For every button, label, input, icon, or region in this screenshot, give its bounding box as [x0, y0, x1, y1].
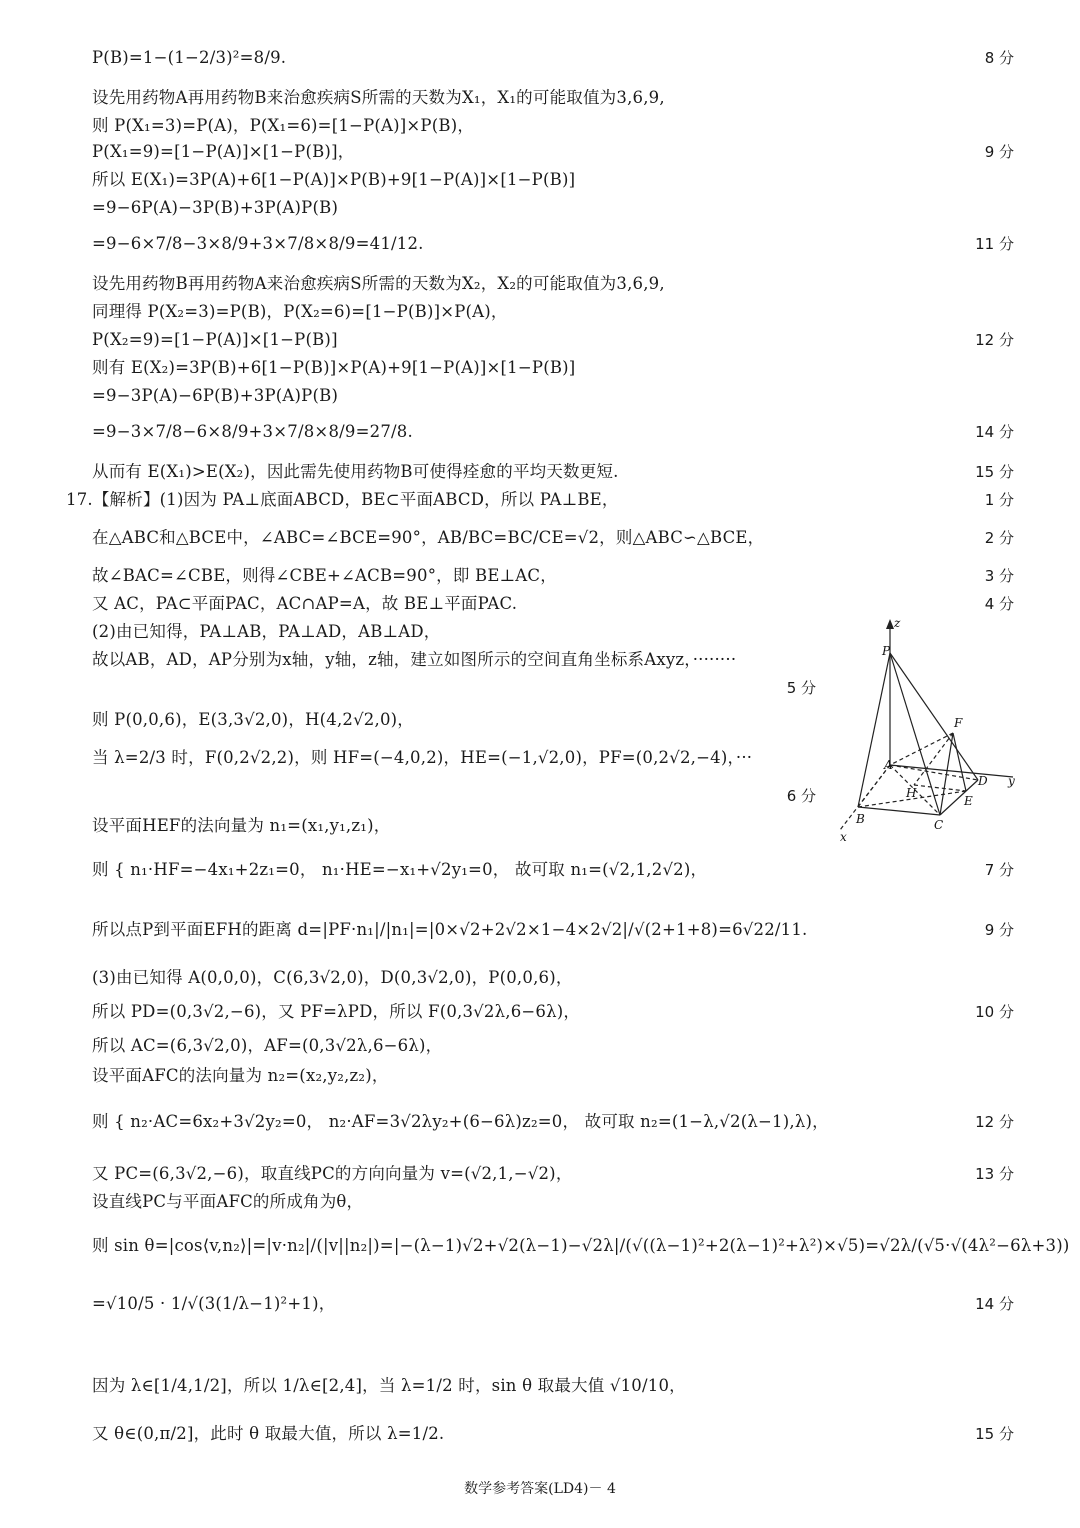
score-mark [975, 422, 1014, 442]
edge-he [914, 785, 966, 791]
solution-line: P(X₂=9)=[1−P(A)]×[1−P(B)] [92, 330, 338, 349]
solution-line: 在△ABC和△BCE中，∠ABC=∠BCE=90°，AB/BC=BC/CE=√2，则△ABC∽△BCE， [92, 528, 765, 547]
solution-line: 所以 E(X₁)=3P(A)+6[1−P(A)]×P(B)+9[1−P(A)]×[1−P(B)] [92, 170, 576, 189]
solution-line: 又 PC=(6,3√2,−6)，取直线PC的方向向量为 v=(√2,1,−√2)， [92, 1164, 573, 1183]
score-mark [985, 528, 1014, 548]
solution-line: 则 sin θ=|cos⟨v,n₂⟩|=|v·n₂|/(|v||n₂|)=|−(λ−1)√2+√2(λ−1)−√2λ|/(√((λ−1)²+2(λ−1)²+λ²)×√5)=√2λ/(√5·√(4λ²−6λ+3)) [92, 1236, 1070, 1255]
score-value: 2 分 [984, 529, 1014, 547]
edge-fe [953, 733, 966, 791]
score-value: 14 分 [975, 1295, 1014, 1313]
solution-line: =9−6P(A)−3P(B)+3P(A)P(B) [92, 198, 339, 217]
solution-line: 所以 PD=(0,3√2,−6)，又 PF=λPD，所以 F(0,3√2λ,6−6λ)， [92, 1002, 581, 1021]
solution-line: 因为 λ∈[1/4,1/2]，所以 1/λ∈[2,4]，当 λ=1/2 时，sin θ 取最大值 √10/10， [92, 1376, 686, 1395]
score-mark [985, 48, 1014, 68]
edge-pd [890, 653, 978, 780]
score-value: 10 分 [975, 1003, 1014, 1021]
label-y: y [1008, 774, 1015, 788]
solution-line: 故∠BAC=∠CBE，则得∠CBE+∠ACB=90°，即 BE⊥AC， [92, 566, 557, 585]
score-mark [975, 1112, 1014, 1132]
score-mark [985, 860, 1014, 880]
solution-line: =9−3P(A)−6P(B)+3P(A)P(B) [92, 386, 339, 405]
score-mark [975, 462, 1014, 482]
score-mark [975, 1424, 1014, 1444]
solution-line: =9−6×7/8−3×8/9+3×7/8×8/9=41/12. [92, 234, 424, 253]
solution-line: =9−3×7/8−6×8/9+3×7/8×8/9=27/8. [92, 422, 413, 441]
solution-line: 设平面AFC的法向量为 n₂=(x₂,y₂,z₂)， [92, 1066, 389, 1085]
solution-line: =√10/5 · 1/√(3(1/λ−1)²+1)， [92, 1294, 336, 1313]
score-mark [985, 920, 1014, 940]
score-value: 7 分 [984, 861, 1014, 879]
solution-line: 则 P(X₁=3)=P(A)，P(X₁=6)=[1−P(A)]×P(B)， [92, 116, 475, 135]
solution-line: 则 { n₁·HF=−4x₁+2z₁=0， n₁·HE=−x₁+√2y₁=0， 故可取 n₁=(√2,1,2√2)， [92, 860, 708, 879]
edge-bc [858, 807, 940, 815]
pyramid-figure [828, 615, 1028, 845]
solution-line: 设先用药物B再用药物A来治愈疾病S所需的天数为X₂，X₂的可能取值为3,6,9, [92, 274, 665, 293]
page-footer: 数学参考答案(LD4)－ 4 [464, 1481, 616, 1497]
score-value: 8 分 [984, 49, 1014, 67]
score-value: 12 分 [975, 331, 1014, 349]
solution-line: 设直线PC与平面AFC的所成角为θ， [92, 1192, 364, 1211]
solution-line: 设先用药物A再用药物B来治愈疾病S所需的天数为X₁，X₁的可能取值为3,6,9, [92, 88, 665, 107]
solution-line: (3)由已知得 A(0,0,0)，C(6,3√2,0)，D(0,3√2,0)，P(0,0,6)， [92, 968, 573, 987]
solution-line: 又 θ∈(0,π/2]，此时 θ 取最大值，所以 λ=1/2. [92, 1424, 445, 1443]
score-value: 1 分 [984, 491, 1014, 509]
solution-line: 当 λ=2/3 时，F(0,2√2,2)，则 HF=(−4,0,2)，HE=(−1,√2,0)，PF=(0,2√2,−4)，··· [92, 748, 753, 767]
score-value: 5 分 [786, 679, 816, 697]
label-h: H [906, 786, 917, 800]
score-value: 15 分 [975, 1425, 1014, 1443]
solution-line: 则 P(0,0,6)，E(3,3√2,0)，H(4,2√2,0)， [92, 710, 414, 729]
solution-line: P(B)=1−(1−2/3)²=8/9. [92, 48, 287, 67]
solution-line: (2)由已知得，PA⊥AB，PA⊥AD，AB⊥AD， [92, 622, 441, 641]
score-value: 14 分 [975, 423, 1014, 441]
score-value: 6 分 [786, 787, 816, 805]
score-mark [975, 330, 1014, 350]
score-mark [787, 786, 816, 806]
score-value: 13 分 [975, 1165, 1014, 1183]
solution-line: 则 { n₂·AC=6x₂+3√2y₂=0， n₂·AF=3√2λy₂+(6−6λ)z₂=0， 故可取 n₂=(1−λ,√2(λ−1),λ)， [92, 1112, 829, 1131]
y-axis-line [890, 765, 1013, 777]
label-p: P [882, 644, 891, 658]
solution-line: 从而有 E(X₁)>E(X₂)，因此需先使用药物B可使得痊愈的平均天数更短. [92, 462, 619, 481]
score-mark [985, 594, 1014, 614]
score-mark [985, 142, 1014, 162]
label-e: E [964, 794, 973, 808]
label-c: C [934, 818, 944, 832]
solution-line: 同理得 P(X₂=3)=P(B)，P(X₂=6)=[1−P(B)]×P(A)， [92, 302, 508, 321]
label-x: x [840, 830, 847, 844]
edge-pb [858, 653, 890, 807]
solution-line: 设平面HEF的法向量为 n₁=(x₁,y₁,z₁)， [92, 816, 391, 835]
score-mark [975, 1164, 1014, 1184]
label-b: B [856, 812, 865, 826]
label-f: F [954, 716, 963, 730]
score-value: 4 分 [984, 595, 1014, 613]
solution-line: 故以AB，AD，AP分别为x轴，y轴，z轴，建立如图所示的空间直角坐标系Axyz，········ [92, 650, 737, 669]
solution-line: 17.【解析】(1)因为 PA⊥底面ABCD，BE⊂平面ABCD，所以 PA⊥BE， [66, 490, 619, 509]
label-z: z [894, 616, 901, 630]
score-value: 12 分 [975, 1113, 1014, 1131]
score-value: 9 分 [984, 921, 1014, 939]
score-value: 9 分 [984, 143, 1014, 161]
score-value: 3 分 [984, 567, 1014, 585]
solution-line: 则有 E(X₂)=3P(B)+6[1−P(B)]×P(A)+9[1−P(A)]×[1−P(B)] [92, 358, 576, 377]
edge-fh [914, 733, 953, 785]
score-mark [985, 566, 1014, 586]
edge-fa [890, 733, 953, 765]
solution-line: 所以点P到平面EFH的距离 d=|PF·n₁|/|n₁|=|0×√2+2√2×1−4×2√2|/√(2+1+8)=6√22/11. [92, 920, 808, 939]
score-mark [985, 490, 1014, 510]
score-value: 15 分 [975, 463, 1014, 481]
label-a: A [884, 758, 893, 772]
score-value: 11 分 [975, 235, 1014, 253]
solution-line: P(X₁=9)=[1−P(A)]×[1−P(B)]， [92, 142, 355, 161]
label-d: D [978, 774, 988, 788]
solution-line: 所以 AC=(6,3√2,0)，AF=(0,3√2λ,6−6λ)， [92, 1036, 443, 1055]
score-mark [975, 234, 1014, 254]
solution-line: 又 AC，PA⊂平面PAC，AC∩AP=A，故 BE⊥平面PAC. [92, 594, 518, 613]
score-mark [975, 1294, 1014, 1314]
score-mark [975, 1002, 1014, 1022]
score-mark [787, 678, 816, 698]
